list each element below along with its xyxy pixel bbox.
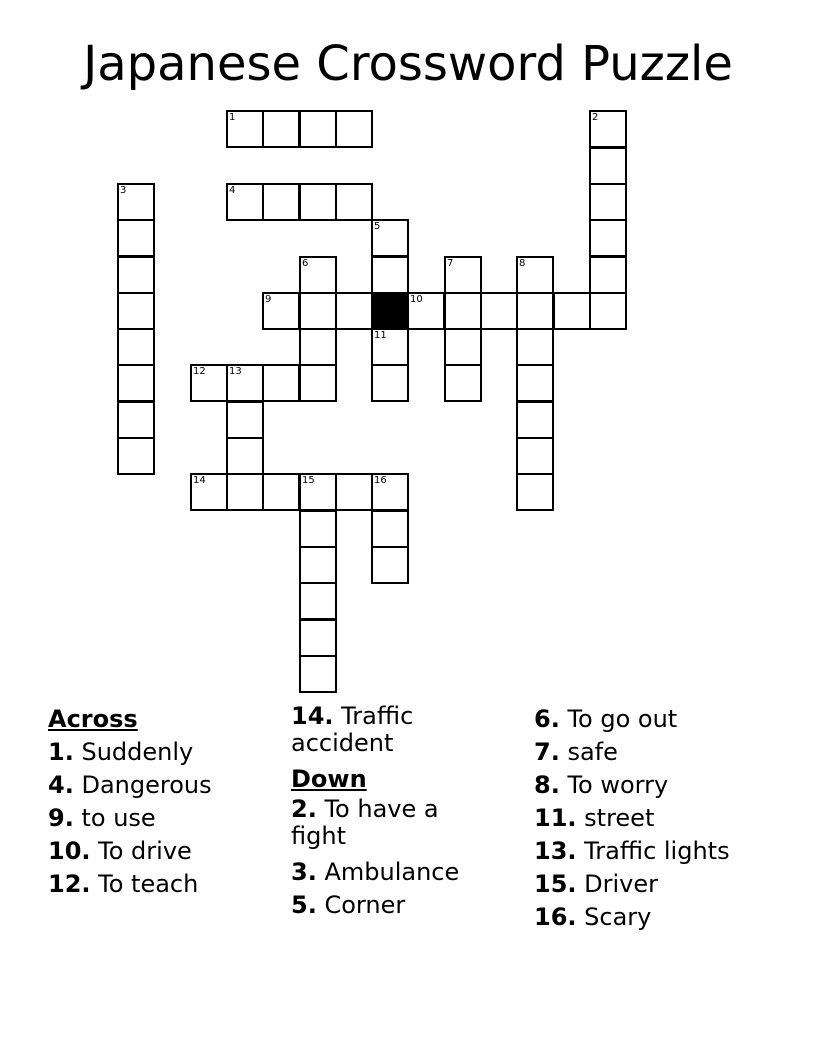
black-cell	[371, 292, 409, 330]
grid-cell[interactable]	[262, 110, 300, 148]
grid-cell[interactable]	[117, 401, 155, 439]
grid-cell[interactable]	[516, 401, 554, 439]
grid-cell[interactable]	[516, 292, 554, 330]
grid-cell[interactable]	[262, 292, 300, 330]
grid-cell[interactable]	[299, 110, 337, 148]
grid-cell[interactable]	[117, 219, 155, 257]
clue-across-12: 12. To teach	[48, 870, 199, 898]
grid-cell[interactable]	[516, 473, 554, 511]
clue-down-3: 3. Ambulance	[291, 858, 460, 886]
clues-column-2	[291, 703, 491, 922]
grid-cell[interactable]	[516, 328, 554, 366]
grid-cell[interactable]	[299, 183, 337, 221]
clues-column-3	[534, 703, 804, 934]
clue-down-16: 16. Scary	[534, 903, 652, 931]
clue-number: 10	[410, 294, 423, 305]
grid-cell[interactable]	[299, 582, 337, 620]
grid-cell[interactable]	[516, 437, 554, 475]
grid-cell[interactable]	[589, 110, 627, 148]
grid-cell[interactable]	[335, 110, 373, 148]
grid-cell[interactable]	[516, 364, 554, 402]
grid-cell[interactable]	[226, 110, 264, 148]
clue-number: 14	[193, 475, 206, 486]
grid-cell[interactable]	[226, 183, 264, 221]
grid-cell[interactable]	[480, 292, 518, 330]
grid-cell[interactable]	[299, 619, 337, 657]
grid-cell[interactable]	[226, 401, 264, 439]
grid-cell[interactable]	[335, 183, 373, 221]
clue-down-7: 7. safe	[534, 738, 618, 766]
grid-cell[interactable]	[190, 364, 228, 402]
grid-cell[interactable]	[117, 292, 155, 330]
grid-cell[interactable]	[371, 510, 409, 548]
grid-cell[interactable]	[299, 510, 337, 548]
grid-cell[interactable]	[226, 437, 264, 475]
clue-across-4: 4. Dangerous	[48, 771, 212, 799]
page-title: Japanese Crossword Puzzle	[83, 36, 733, 92]
clue-across-14: 14. Traffic accident	[291, 702, 414, 757]
grid-cell[interactable]	[299, 328, 337, 366]
grid-cell[interactable]	[117, 328, 155, 366]
clue-number: 9	[265, 294, 272, 305]
grid-cell[interactable]	[371, 256, 409, 294]
clue-number: 6	[302, 258, 309, 269]
grid-cell[interactable]	[553, 292, 591, 330]
clue-down-15: 15. Driver	[534, 870, 659, 898]
clues-column-1	[48, 703, 278, 901]
grid-cell[interactable]	[299, 546, 337, 584]
grid-cell[interactable]	[444, 364, 482, 402]
grid-cell[interactable]	[589, 147, 627, 185]
grid-cell[interactable]	[299, 256, 337, 294]
clue-down-8: 8. To worry	[534, 771, 669, 799]
clue-across-10: 10. To drive	[48, 837, 192, 865]
grid-cell[interactable]	[516, 256, 554, 294]
grid-cell[interactable]	[589, 256, 627, 294]
grid-cell[interactable]	[335, 473, 373, 511]
clue-number: 8	[519, 258, 526, 269]
clue-down-6: 6. To go out	[534, 705, 678, 733]
grid-cell[interactable]	[117, 183, 155, 221]
clue-number: 15	[302, 475, 315, 486]
across-heading: Across	[48, 705, 138, 733]
grid-cell[interactable]	[299, 655, 337, 693]
clue-number: 4	[229, 185, 236, 196]
clue-number: 3	[120, 185, 127, 196]
grid-cell[interactable]	[371, 219, 409, 257]
grid-cell[interactable]	[117, 364, 155, 402]
clue-down-11: 11. street	[534, 804, 655, 832]
clue-across-1: 1. Suddenly	[48, 738, 194, 766]
clue-number: 13	[229, 366, 242, 377]
grid-cell[interactable]	[117, 437, 155, 475]
grid-cell[interactable]	[117, 256, 155, 294]
grid-cell[interactable]	[371, 473, 409, 511]
clue-down-13: 13. Traffic lights	[534, 837, 730, 865]
clue-number: 7	[447, 258, 454, 269]
clue-down-5: 5. Corner	[291, 891, 406, 919]
grid-cell[interactable]	[262, 473, 300, 511]
clue-down-2: 2. To have a fight	[291, 795, 439, 850]
grid-cell[interactable]	[299, 292, 337, 330]
grid-cell[interactable]	[589, 292, 627, 330]
clue-number: 1	[229, 112, 236, 123]
grid-cell[interactable]	[371, 546, 409, 584]
clue-number: 12	[193, 366, 206, 377]
clue-number: 2	[592, 112, 599, 123]
down-heading: Down	[291, 765, 367, 793]
clue-number: 11	[374, 330, 387, 341]
grid-cell[interactable]	[299, 364, 337, 402]
grid-cell[interactable]	[226, 364, 264, 402]
clue-number: 5	[374, 221, 381, 232]
grid-cell[interactable]	[226, 473, 264, 511]
grid-cell[interactable]	[589, 183, 627, 221]
grid-cell[interactable]	[371, 364, 409, 402]
grid-cell[interactable]	[444, 292, 482, 330]
grid-cell[interactable]	[589, 219, 627, 257]
grid-cell[interactable]	[335, 292, 373, 330]
grid-cell[interactable]	[299, 473, 337, 511]
grid-cell[interactable]	[262, 364, 300, 402]
clue-number: 16	[374, 475, 387, 486]
clue-across-9: 9. to use	[48, 804, 156, 832]
grid-cell[interactable]	[444, 328, 482, 366]
grid-cell[interactable]	[371, 328, 409, 366]
grid-cell[interactable]	[190, 473, 228, 511]
grid-cell[interactable]	[407, 292, 445, 330]
grid-cell[interactable]	[262, 183, 300, 221]
grid-cell[interactable]	[444, 256, 482, 294]
